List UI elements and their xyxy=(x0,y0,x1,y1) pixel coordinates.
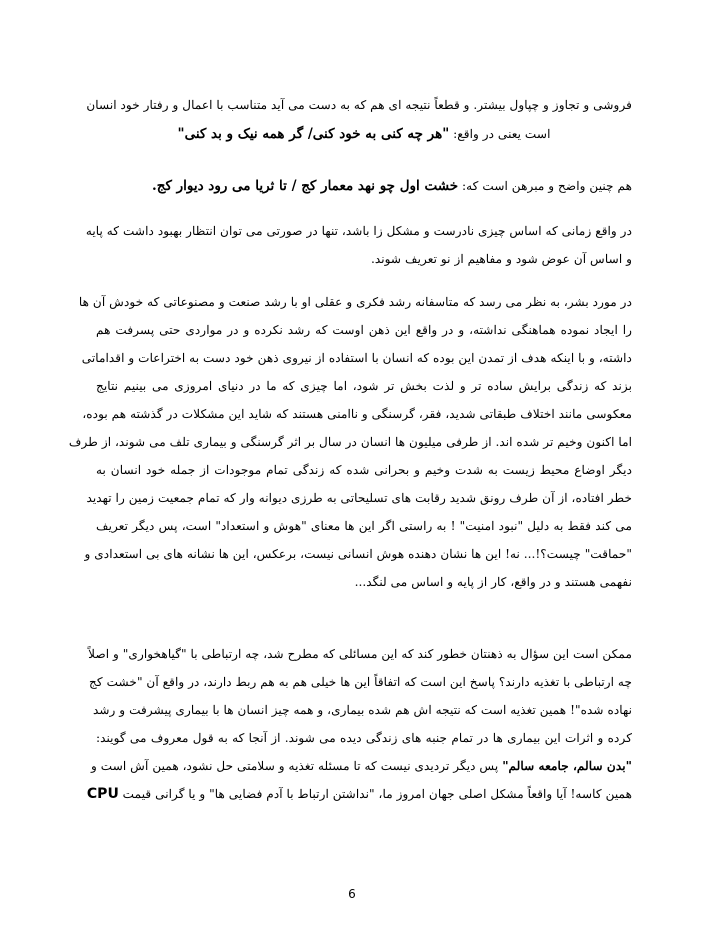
poem-quote-1: "هر چه کنی به خود کنی/ گر همه نیک و بد کنی" xyxy=(177,126,450,142)
para3-line1: در واقع زمانی که اساس چیزی نادرست و مشکل زا باشد، تنها در صورتی می توان انتظار بهبود داشت که پایه xyxy=(85,224,632,238)
para5-line5-rest: پس دیگر تردیدی نیست که تا مسئله تغذیه و سلامتی حل نشود، همین آش است و xyxy=(90,759,503,773)
para5-line3: نهاده شده"! همین تغذیه است که نتیجه اش هم شده بیماری، و همه چیز انسان ها با بیماری پیشرفت و رشد xyxy=(92,703,632,717)
para4-line: "حماقت" چیست؟!... نه! این ها نشان دهنده هوش انسانی نیست، برعکس، این ها نشانه های بی استعدادی و xyxy=(84,547,632,561)
para2-prefix: هم چنین واضح و مبرهن است که: xyxy=(458,179,632,193)
para5-line5 xyxy=(90,753,632,779)
para4-line: اما اکنون وخیم تر شده اند. از طرفی میلیون ها انسان در سال بر اثر گرسنگی و بیماری تلف می شوند، از طرف xyxy=(68,435,632,449)
para4-line: بزند که زندگی برایش ساده تر و لذت بخش تر شود، اما چیزی که ما در دنیای امروزی می بینیم نتایج xyxy=(96,379,632,393)
para4-line: نفهمی هستند و در واقع، کار از پایه و اساس می لنگد... xyxy=(354,575,632,589)
poem-quote-2: خشت اول چو نهد معمار کج / تا ثریا می رود دیوار کج. xyxy=(152,178,459,194)
healthy-body-quote: "بدن سالم، جامعه سالم" xyxy=(502,759,632,773)
para5-line6 xyxy=(86,781,632,807)
para4-line: دیگر اوضاع محیط زیست به شدت وخیم و بحرانی شده که زندگی تمام موجودات از جمله خود انسان به xyxy=(96,463,632,477)
para4-line: می کند فقط به دلیل "نبود امنیت" ! به راستی اگر این ها معنای "هوش و استعداد" است، پس دیگر تعریف xyxy=(96,519,632,533)
para2-line xyxy=(96,173,632,199)
para5-line2: چه ارتباطی با تغذیه دارند؟ پاسخ این است که اتفاقاً این ها خیلی هم به هم ربط دارند، در واقع آن "خشت کج xyxy=(89,675,632,689)
para3-line2: و اساس آن عوض شود و مفاهیم از نو تعریف شوند. xyxy=(370,252,632,266)
para1-line1: فروشی و تجاوز و چپاول بیشتر. و قطعاً نتیجه ای هم که به دست می آید متناسب با اعمال و رفتار خود انسان xyxy=(86,98,632,112)
page-number: 6 xyxy=(348,887,356,901)
para4-line: را ایجاد نموده هماهنگی نداشته، و در واقع این ذهن اوست که رشد نکرده و در مواردی حتی پسرفت هم xyxy=(96,323,632,337)
para4-line: داشته، و با اینکه هدف از تمدن این بوده که انسان با استفاده از نیروی ذهن خود دست به اختراعات و اقداماتی xyxy=(81,351,632,365)
para5-line4: کرده و اثرات این بیماری ها در تمام جنبه های زندگی دیده می شوند. از آنجا که به قول معروف می گویند: xyxy=(96,731,632,745)
para5-line1: ممکن است این سؤال به ذهنتان خطور کند که این مسائلی که مطرح شد، چه ارتباطی با "گیاهخواری" و اصلاً xyxy=(88,647,632,661)
para1-line2-prefix: است یعنی در واقع: xyxy=(449,127,551,141)
para4-line: معکوسی مانند اختلاف طبقاتی شدید، فقر، گرسنگی و ناامنی هستند که شاید این مشکلات در گذشته هم بوده، xyxy=(82,407,632,421)
cpu-term: CPU xyxy=(86,786,119,802)
para4-line: در مورد بشر، به نظر می رسد که متاسفانه رشد فکری و عقلی او با رشد صنعت و مصنوعاتی که خودش آن ها xyxy=(78,295,632,309)
para4-line: خطر افتاده، از آن طرف رونق شدید رقابت های تسلیحاتی به طرزی دیوانه وار که تمام جمعیت زمین را تهدید xyxy=(86,491,632,505)
para1-line2 xyxy=(96,121,632,147)
para5-line6-text: همین کاسه! آیا واقعاً مشکل اصلی جهان امروز ما، "نداشتن ارتباط با آدم فضایی ها" و یا گرانی قیمت xyxy=(118,787,632,801)
